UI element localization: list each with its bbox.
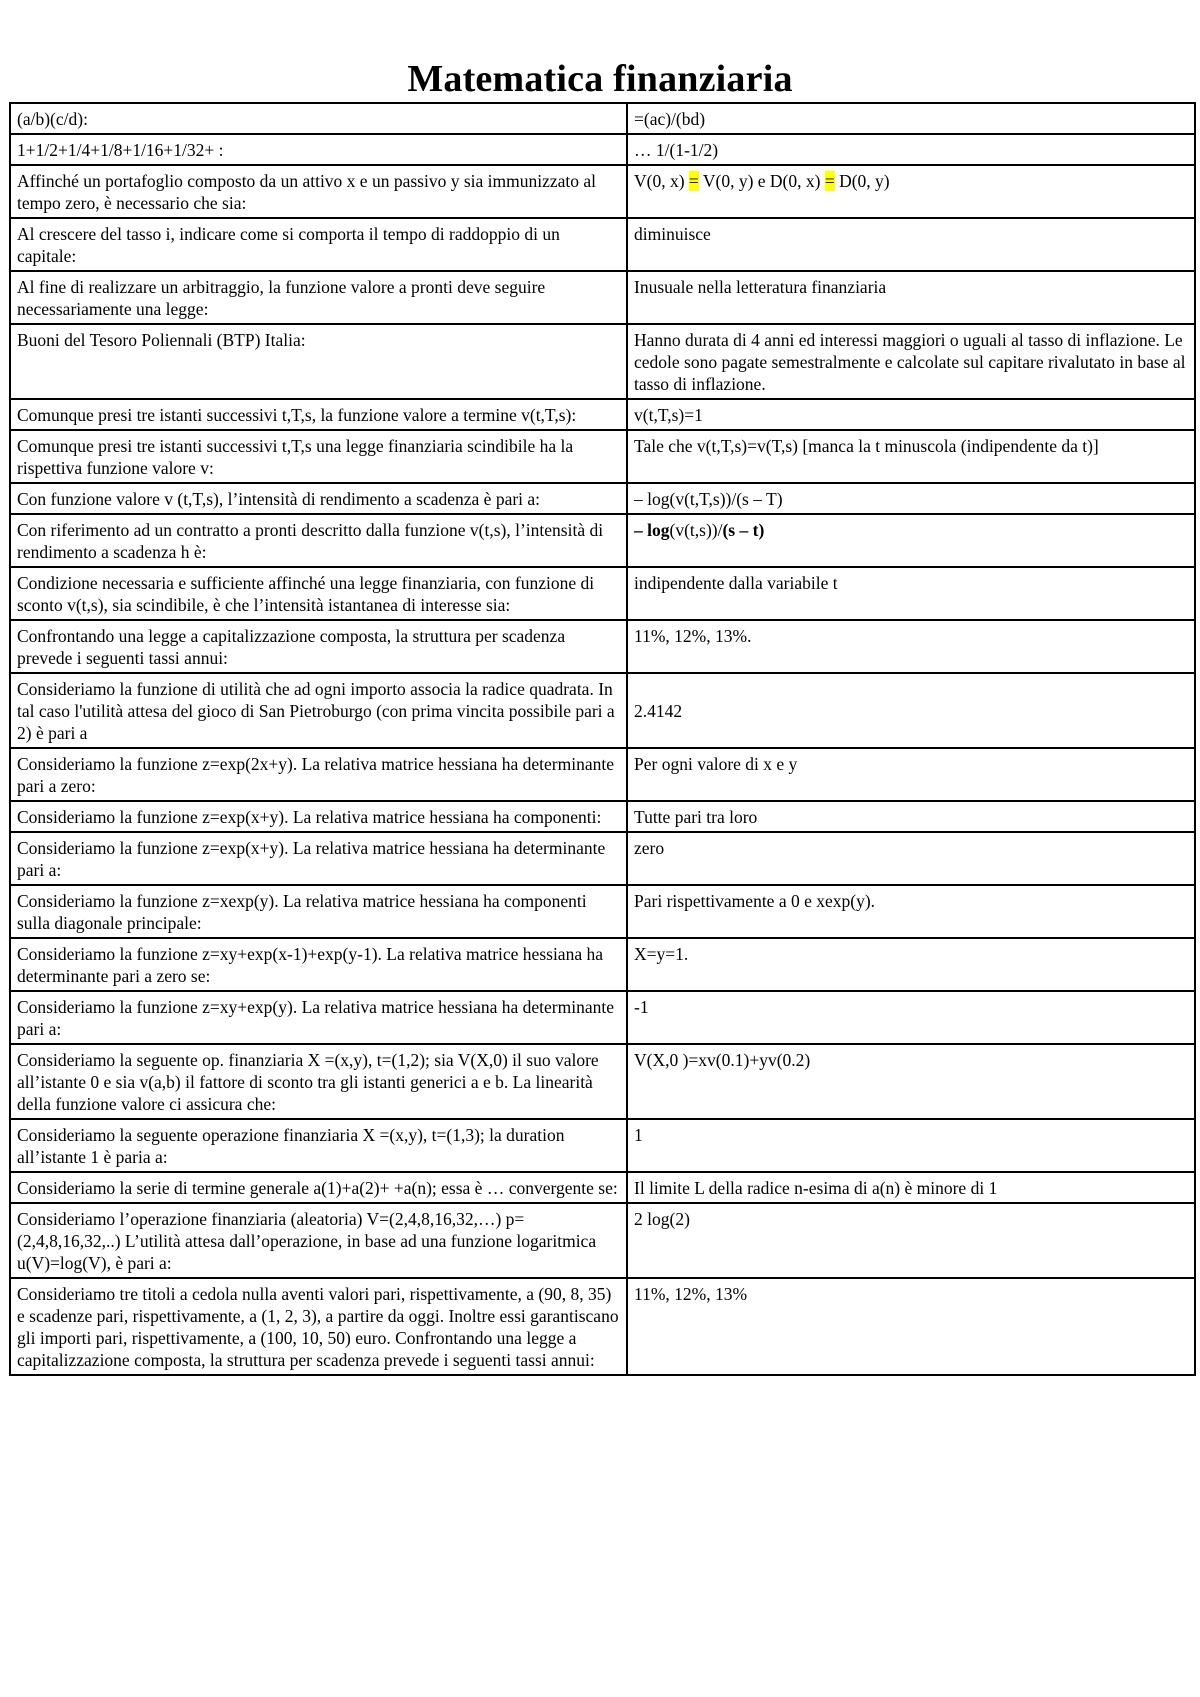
table-row bbox=[10, 165, 1195, 218]
answer-cell: Pari rispettivamente a 0 e xexp(y). bbox=[627, 885, 1195, 938]
question-cell: Al fine di realizzare un arbitraggio, la funzione valore a pronti deve seguire necessariamente una legge: bbox=[10, 271, 627, 324]
table-row bbox=[10, 103, 1195, 134]
answer-cell: X=y=1. bbox=[627, 938, 1195, 991]
question-cell: 1+1/2+1/4+1/8+1/16+1/32+ : bbox=[10, 134, 627, 165]
answer-cell: … 1/(1-1/2) bbox=[627, 134, 1195, 165]
question-cell: Consideriamo l’operazione finanziaria (aleatoria) V=(2,4,8,16,32,…) p=(2,4,8,16,32,..) L’utilità attesa dall’operazione, in base ad una funzione logaritmica u(V)=log(V), è pari a: bbox=[10, 1203, 627, 1278]
answer-cell: -1 bbox=[627, 991, 1195, 1044]
question-cell: Consideriamo tre titoli a cedola nulla aventi valori pari, rispettivamente, a (90, 8, 35) e scadenze pari, rispettivamente, a (1, 2, 3), a partire da oggi. Inoltre essi garantiscano gli importi pari, rispettivamente, a (100, 10, 50) euro. Confrontando una legge a capitalizzazione composta, la struttura per scadenza prevede i seguenti tassi annui: bbox=[10, 1278, 627, 1375]
answer-cell: diminuisce bbox=[627, 218, 1195, 271]
question-cell: Condizione necessaria e sufficiente affinché una legge finanziaria, con funzione di sconto v(t,s), sia scindibile, è che l’intensità istantanea di interesse sia: bbox=[10, 567, 627, 620]
answer-cell: Per ogni valore di x e y bbox=[627, 748, 1195, 801]
table-row bbox=[10, 134, 1195, 165]
answer-text-bold: – log bbox=[634, 520, 670, 540]
question-cell: Confrontando una legge a capitalizzazione composta, la struttura per scadenza prevede i seguenti tassi annui: bbox=[10, 620, 627, 673]
answer-text: D(0, y) bbox=[834, 171, 890, 191]
question-cell: Buoni del Tesoro Poliennali (BTP) Italia: bbox=[10, 324, 627, 399]
answer-cell: 1 bbox=[627, 1119, 1195, 1172]
page-title: Matematica finanziaria bbox=[407, 58, 793, 100]
table-row bbox=[10, 271, 1195, 324]
table-row bbox=[10, 673, 1195, 748]
table-row bbox=[10, 1172, 1195, 1203]
table-row bbox=[10, 324, 1195, 399]
answer-cell: 2.4142 bbox=[627, 673, 1195, 748]
table-row bbox=[10, 938, 1195, 991]
qa-table bbox=[9, 102, 1196, 1376]
question-cell: Comunque presi tre istanti successivi t,T,s una legge finanziaria scindibile ha la rispettiva funzione valore v: bbox=[10, 430, 627, 483]
question-cell: Consideriamo la funzione z=xy+exp(y). La relativa matrice hessiana ha determinante pari a: bbox=[10, 991, 627, 1044]
highlighted-equals: = bbox=[824, 171, 835, 191]
question-cell: Consideriamo la funzione z=xy+exp(x-1)+exp(y-1). La relativa matrice hessiana ha determinante pari a zero se: bbox=[10, 938, 627, 991]
question-cell: Consideriamo la funzione z=exp(x+y). La relativa matrice hessiana ha determinante pari a: bbox=[10, 832, 627, 885]
answer-cell: Il limite L della radice n-esima di a(n) è minore di 1 bbox=[627, 1172, 1195, 1203]
question-cell: Con funzione valore v (t,T,s), l’intensità di rendimento a scadenza è pari a: bbox=[10, 483, 627, 514]
answer-cell: =(ac)/(bd) bbox=[627, 103, 1195, 134]
question-cell: Consideriamo la seguente op. finanziaria X =(x,y), t=(1,2); sia V(X,0) il suo valore all’istante 0 e sia v(a,b) il fattore di sconto tra gli istanti generici a e b. La linearità della funzione valore ci assicura che: bbox=[10, 1044, 627, 1119]
table-row bbox=[10, 801, 1195, 832]
answer-cell bbox=[627, 165, 1195, 218]
answer-text: (v(t,s))/ bbox=[669, 520, 723, 540]
answer-cell: 11%, 12%, 13%. bbox=[627, 620, 1195, 673]
question-cell: Affinché un portafoglio composto da un attivo x e un passivo y sia immunizzato al tempo zero, è necessario che sia: bbox=[10, 165, 627, 218]
answer-cell bbox=[627, 514, 1195, 567]
question-cell: Con riferimento ad un contratto a pronti descritto dalla funzione v(t,s), l’intensità di rendimento a scadenza h è: bbox=[10, 514, 627, 567]
table-row bbox=[10, 1119, 1195, 1172]
question-cell: (a/b)(c/d): bbox=[10, 103, 627, 134]
answer-text: V(0, x) bbox=[634, 171, 689, 191]
table-row bbox=[10, 399, 1195, 430]
question-cell: Al crescere del tasso i, indicare come si comporta il tempo di raddoppio di un capitale: bbox=[10, 218, 627, 271]
answer-cell: zero bbox=[627, 832, 1195, 885]
question-cell: Consideriamo la funzione z=exp(x+y). La relativa matrice hessiana ha componenti: bbox=[10, 801, 627, 832]
question-cell: Comunque presi tre istanti successivi t,T,s, la funzione valore a termine v(t,T,s): bbox=[10, 399, 627, 430]
table-row bbox=[10, 514, 1195, 567]
answer-cell: Hanno durata di 4 anni ed interessi maggiori o uguali al tasso di inflazione. Le cedole sono pagate semestralmente e calcolate sul capitare rivalutato in base al tasso di inflazione. bbox=[627, 324, 1195, 399]
question-cell: Consideriamo la funzione z=exp(2x+y). La relativa matrice hessiana ha determinante pari a zero: bbox=[10, 748, 627, 801]
answer-cell: Inusuale nella letteratura finanziaria bbox=[627, 271, 1195, 324]
table-row bbox=[10, 1203, 1195, 1278]
table-row bbox=[10, 620, 1195, 673]
table-row bbox=[10, 991, 1195, 1044]
table-row bbox=[10, 218, 1195, 271]
answer-cell: V(X,0 )=xv(0.1)+yv(0.2) bbox=[627, 1044, 1195, 1119]
table-row bbox=[10, 832, 1195, 885]
table-row bbox=[10, 885, 1195, 938]
table-row bbox=[10, 567, 1195, 620]
answer-cell: 11%, 12%, 13% bbox=[627, 1278, 1195, 1375]
answer-cell: Tale che v(t,T,s)=v(T,s) [manca la t minuscola (indipendente da t)] bbox=[627, 430, 1195, 483]
answer-cell: indipendente dalla variabile t bbox=[627, 567, 1195, 620]
question-cell: Consideriamo la serie di termine generale a(1)+a(2)+ +a(n); essa è … convergente se: bbox=[10, 1172, 627, 1203]
table-row bbox=[10, 748, 1195, 801]
table-row bbox=[10, 1278, 1195, 1375]
answer-cell: Tutte pari tra loro bbox=[627, 801, 1195, 832]
table-row bbox=[10, 1044, 1195, 1119]
answer-cell: 2 log(2) bbox=[627, 1203, 1195, 1278]
answer-cell: v(t,T,s)=1 bbox=[627, 399, 1195, 430]
question-cell: Consideriamo la seguente operazione finanziaria X =(x,y), t=(1,3); la duration all’istante 1 è paria a: bbox=[10, 1119, 627, 1172]
answer-text: V(0, y) e D(0, x) bbox=[698, 171, 825, 191]
answer-cell: – log(v(t,T,s))/(s – T) bbox=[627, 483, 1195, 514]
answer-text-bold: (s – t) bbox=[722, 520, 765, 540]
table-row bbox=[10, 483, 1195, 514]
question-cell: Consideriamo la funzione z=xexp(y). La relativa matrice hessiana ha componenti sulla diagonale principale: bbox=[10, 885, 627, 938]
highlighted-equals: = bbox=[688, 171, 699, 191]
question-cell: Consideriamo la funzione di utilità che ad ogni importo associa la radice quadrata. In tal caso l'utilità attesa del gioco di San Pietroburgo (con prima vincita possibile pari a 2) è pari a bbox=[10, 673, 627, 748]
table-row bbox=[10, 430, 1195, 483]
